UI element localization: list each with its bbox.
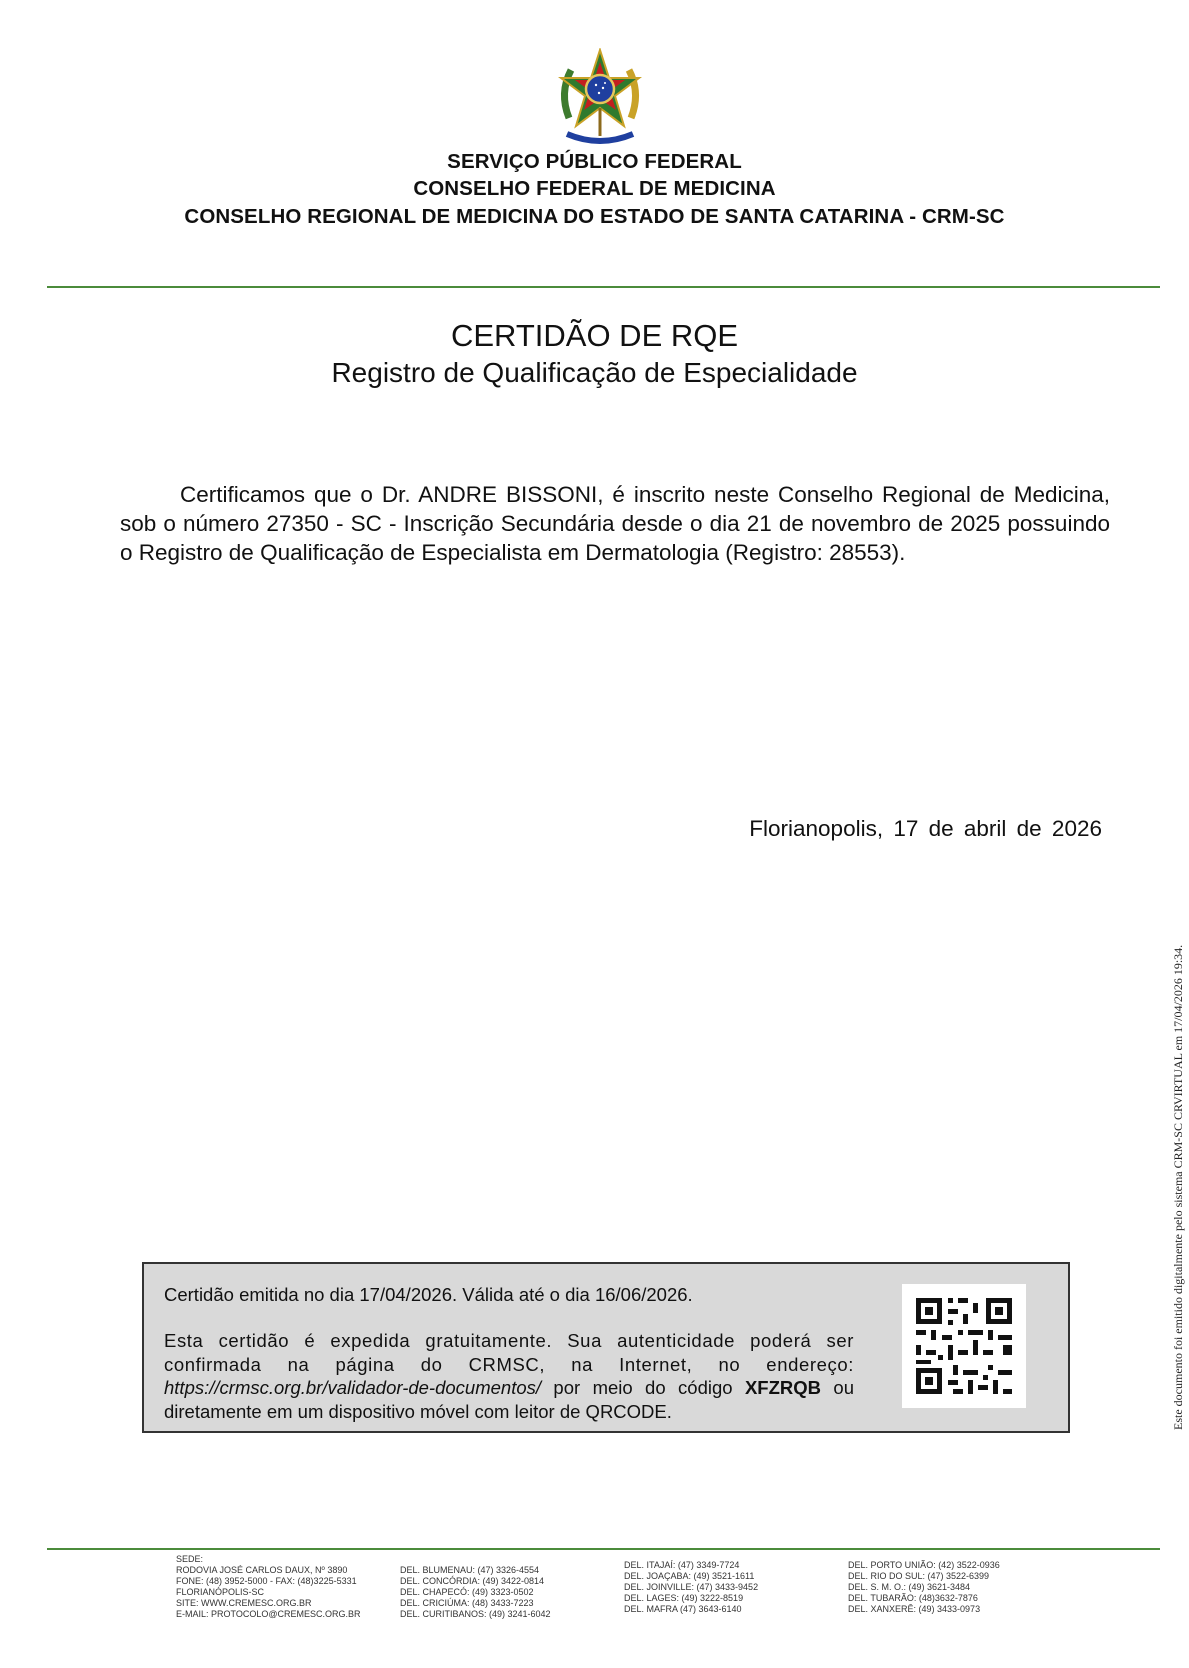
document-title: CERTIDÃO DE RQE [450,318,739,353]
validity-box [142,1262,1070,1433]
place-and-date: Florianopolis, 17 de abril de 2026 [749,816,1102,841]
qr-code[interactable] [902,1284,1026,1408]
certification-paragraph: Certificamos que o Dr. ANDRE BISSONI, é inscrito neste Conselho Regional de Medicina, sob o número 27350 - SC - Inscrição Secundária desde o dia 21 de novembro de 2025 possuindo o Registro de Qualificação de Especialista em Dermatologia (Registro: 28553). [120,482,1110,565]
coat-of-arms-emblem [551,48,649,148]
validator-url[interactable]: https://crmsc.org.br/validador-de-documentos/ [164,1377,542,1398]
digital-issue-note: Este documento foi emitido digitalmente pelo sistema CRM-SC CRVIRTUAL em 17/04/2026 19:34. [1171,944,1185,1430]
footer-delegations-3: DEL. PORTO UNIÃO: (42) 3522-0936 DEL. RIO DO SUL: (47) 3522-6399 DEL. S. M. O.: (49) 3621-3484 DEL. TUBARÃO: (48)3632-7876 DEL. XANXERÊ: (49) 3433-0973 [848,1560,1000,1614]
issued-validity-line: Certidão emitida no dia 17/04/2026. Válida até o dia 16/06/2026. [164,1284,693,1305]
authenticity-text-b: por meio do código [541,1377,745,1398]
header-line-servico: SERVIÇO PÚBLICO FEDERAL [447,150,742,173]
authenticity-paragraph [164,1329,854,1423]
footer-delegations-2: DEL. ITAJAÍ: (47) 3349-7724 DEL. JOAÇABA: (49) 3521-1611 DEL. JOINVILLE: (47) 3433-9452 DEL. LAGES: (49) 3222-8519 DEL. MAFRA (47) 3643-6140 [624,1560,759,1614]
footer-headquarters: SEDE: RODOVIA JOSÉ CARLOS DAUX, Nº 3890 FONE: (48) 3952-5000 - FAX: (48)3225-5331 FLORIANÓPOLIS-SC SITE: WWW.CREMESC.ORG.BR E-MAIL: PROTOCOLO@CREMESC.ORG.BR [176,1554,361,1619]
header-line-cfm: CONSELHO FEDERAL DE MEDICINA [413,177,776,200]
validation-code: XFZRQB [744,1377,822,1398]
authenticity-text-c: ou diretamente em um dispositivo móvel com leitor de QRCODE. [164,1377,854,1422]
footer-delegations-1: DEL. BLUMENAU: (47) 3326-4554 DEL. CONCÓRDIA: (49) 3422-0814 DEL. CHAPECÓ: (49) 3323-0502 DEL. CRICIÚMA: (48) 3433-7223 DEL. CURITIBANOS: (49) 3241-6042 [400,1565,551,1619]
authenticity-text-a: Esta certidão é expedida gratuitamente. Sua autenticidade poderá ser confirmada na página do CRMSC, na Internet, no endereço: [164,1330,854,1375]
header-line-crm-sc: CONSELHO REGIONAL DE MEDICINA DO ESTADO DE SANTA CATARINA - CRM-SC [184,205,1005,228]
footer-divider [47,1548,1160,1550]
header-divider [47,286,1160,288]
document-subtitle: Registro de Qualificação de Especialidade [331,357,858,388]
